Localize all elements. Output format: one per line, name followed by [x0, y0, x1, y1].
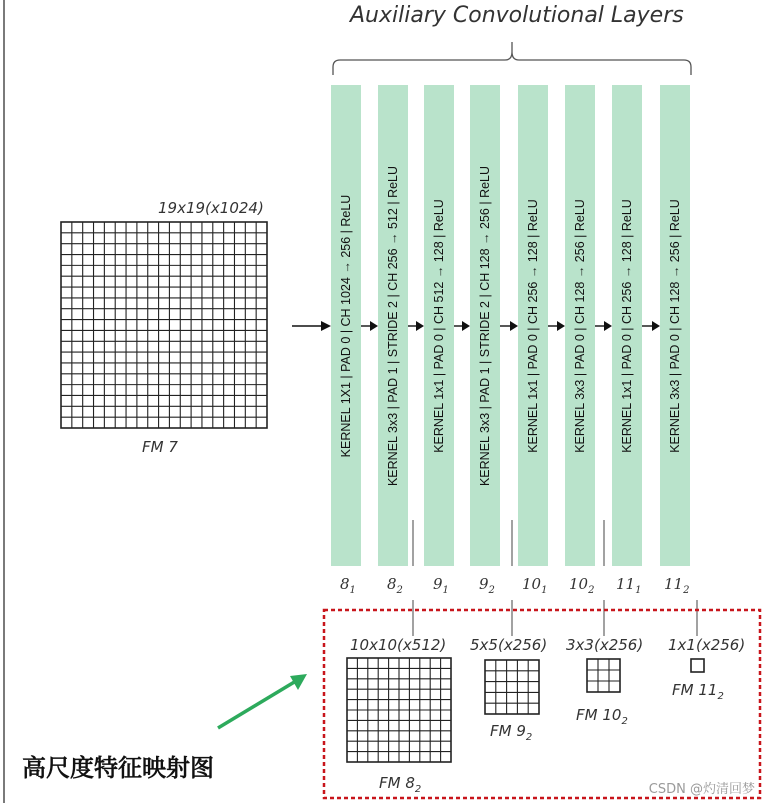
- layer-10-1-text: KERNEL 1x1 | PAD 0 | CH 256 → 128 | ReLU: [526, 198, 540, 453]
- layer-index-9-2: $9_2$: [479, 575, 495, 596]
- fm-9-2-grid: [485, 660, 539, 714]
- layer-10-2-text: KERNEL 3x3 | PAD 0 | CH 128 → 256 | ReLU: [573, 198, 587, 453]
- layer-arrowhead-2: [416, 321, 424, 331]
- fm-8-2-name: FM $8_2$: [379, 774, 422, 795]
- fm-10-2-size: 3x3(x256): [566, 636, 644, 654]
- layer-11-2: [660, 85, 690, 566]
- fm-10-2-name: FM $10_2$: [576, 706, 628, 727]
- layer-arrowhead-3: [462, 321, 470, 331]
- diagram-title: Auxiliary Convolutional Layers: [350, 3, 684, 28]
- layer-arrowhead-1: [370, 321, 378, 331]
- layer-8-2-text: KERNEL 3x3 | PAD 1 | STRIDE 2 | CH 256 → 512 | ReLU: [386, 165, 400, 486]
- layer-8-1-text: KERNEL 1X1 | PAD 0 | CH 1024 → 256 | ReLU: [339, 194, 353, 457]
- input-fm-name: FM 7: [142, 438, 178, 456]
- layer-index-8-2: $8_2$: [387, 575, 403, 596]
- fm-9-2-size: 5x5(x256): [470, 636, 548, 654]
- fm-11-2-grid: [691, 659, 704, 672]
- pointer-arrow: [218, 681, 296, 728]
- csdn-watermark: CSDN @灼清回梦: [648, 782, 755, 797]
- layer-11-1: [612, 85, 642, 566]
- layer-index-9-1: $9_1$: [433, 575, 449, 596]
- layer-arrowhead-5: [557, 321, 565, 331]
- layer-9-2: [470, 85, 500, 566]
- input-fm-size: 19x19(x1024): [158, 199, 264, 217]
- fm-8-2-grid: [347, 658, 451, 762]
- layer-11-1-text: KERNEL 1x1 | PAD 0 | CH 256 → 128 | ReLU: [620, 198, 634, 453]
- layer-arrowhead-6: [604, 321, 612, 331]
- fm-7-grid: [61, 222, 267, 428]
- layer-9-1: [424, 85, 454, 566]
- layer-index-10-2: $10_2$: [569, 575, 595, 596]
- layers-brace: [333, 42, 691, 75]
- layer-10-1: [518, 85, 548, 566]
- layer-10-2: [565, 85, 595, 566]
- layer-index-8-1: $8_1$: [340, 575, 356, 596]
- input-arrowhead: [321, 321, 331, 331]
- fm-11-2-name: FM $11_2$: [672, 681, 724, 702]
- fm-8-2-size: 10x10(x512): [350, 636, 447, 654]
- layer-8-1: [331, 85, 361, 566]
- fm-11-2-size: 1x1(x256): [668, 636, 746, 654]
- layer-arrowhead-4: [510, 321, 518, 331]
- fm-10-2-grid: [587, 659, 620, 692]
- layer-9-2-text: KERNEL 3x3 | PAD 1 | STRIDE 2 | CH 128 → 256 | ReLU: [478, 165, 492, 486]
- high-scale-feature-map-label: 高尺度特征映射图: [22, 754, 214, 782]
- layer-11-2-text: KERNEL 3x3 | PAD 0 | CH 128 → 256 | ReLU: [668, 198, 682, 453]
- layer-9-1-text: KERNEL 1x1 | PAD 0 | CH 512 → 128 | ReLU: [432, 198, 446, 453]
- layer-arrowhead-7: [652, 321, 660, 331]
- layer-index-10-1: $10_1$: [522, 575, 548, 596]
- layer-8-2: [378, 85, 408, 566]
- layer-index-11-2: $11_2$: [664, 575, 690, 596]
- layer-index-11-1: $11_1$: [616, 575, 642, 596]
- fm-9-2-name: FM $9_2$: [490, 722, 533, 743]
